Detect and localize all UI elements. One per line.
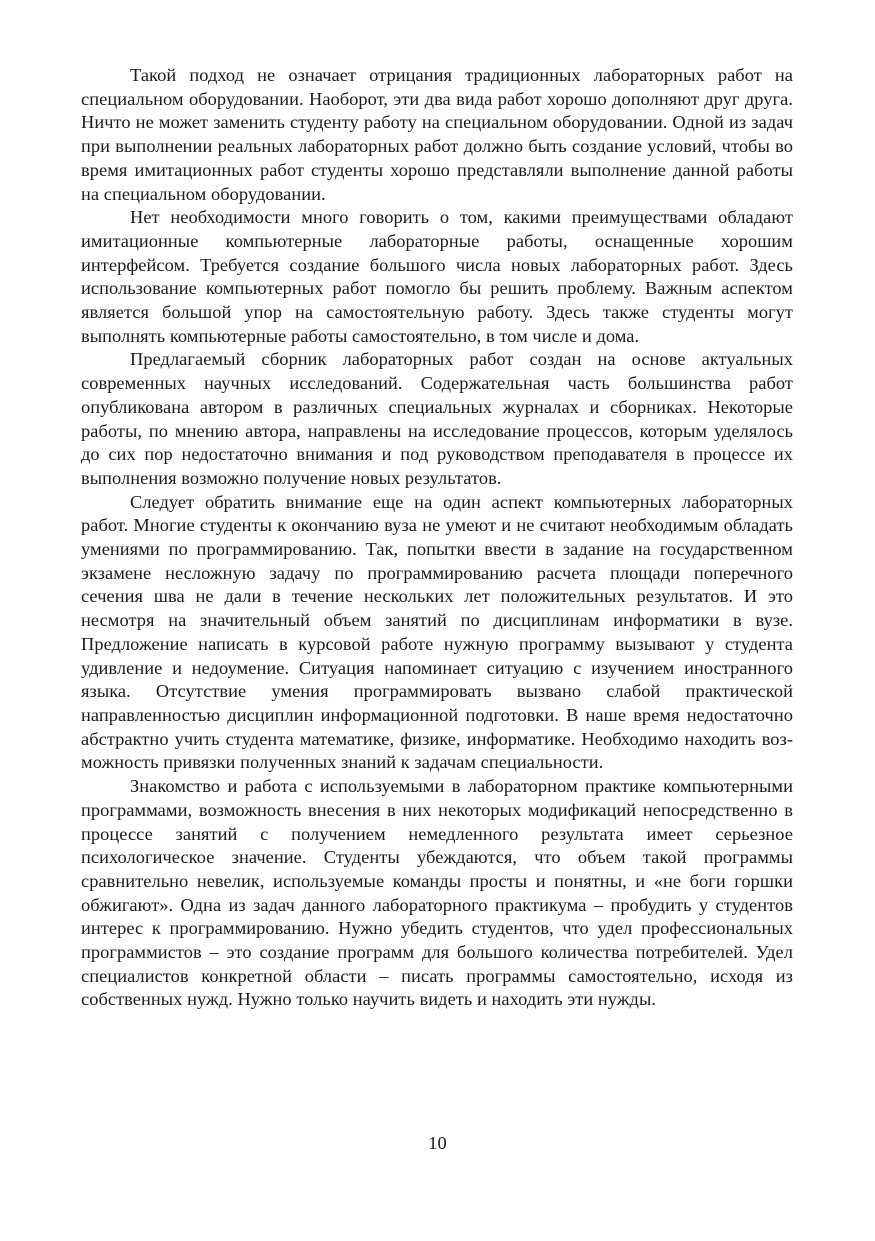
- page-number: 10: [428, 1133, 447, 1153]
- paragraph-2: Нет необходимости много говорить о том, какими преимуществами обладают имитационные компьютерные лабораторные работы, оснащенные хорошим интерфейсом. Требуется создание большого числа новых лабораторных работ. Здесь использование компьютерных работ помогло бы решить проблему. Важным аспектом является большой упор на самостоятельную работу. Здесь также студенты могут выполнять компьютерные работы самостоятельно, в том числе и дома.: [81, 207, 793, 346]
- paragraph-4: Следует обратить внимание еще на один аспект компьютерных лабораторных работ. Многие студенты к окончанию вуза не умеют и не считают необходимым обладать умениями по программированию. Так, попытки ввести в задание на государственном экзамене несложную задачу по программированию расчета площади поперечного сечения шва не дали в течение нескольких лет положительных результатов. И это несмотря на значительный объем занятий по дисциплинам информатики в вузе. Предложение написать в курсовой работе нужную программу вызывают у студента удивление и недоумение. Ситуация напоминает ситуацию с изучением иностранного языка. Отсутствие умения программировать вызвано слабой практической направленностью дисциплин информационной подготовки. В наше время недостаточно абстрактно учить студента математике, физике, информатике. Необходимо находить возможность привязки полученных знаний к задачам специальности.: [81, 491, 793, 773]
- page-body: [81, 64, 793, 1012]
- paragraph-5: Знакомство и работа с используемыми в лабораторном практике компьютерными программами, возможность внесения в них некоторых модификаций непосредственно в процессе занятий с получением немедленного результата имеет серьезное психологическое значение. Студенты убеждаются, что объем такой программы сравнительно невелик, используемые команды просты и понятны, и «не боги горшки обжигают». Одна из задач данного лабораторного практикума – пробудить у студентов интерес к программированию. Нужно убедить студентов, что удел профессиональных программистов – это создание программ для большого количества потребителей. Удел специалистов конкретной области – писать программы самостоятельно, исходя из собственных нужд. Нужно только научить видеть и находить эти нужды.: [81, 776, 793, 1010]
- paragraph-1: Такой подход не означает отрицания традиционных лабораторных работ на специальном оборудовании. Наоборот, эти два вида работ хорошо дополняют друг друга. Ничто не может заменить студенту работу на специальном оборудовании. Одной из задач при выполнении реальных лабораторных работ должно быть создание условий, чтобы во время имитационных работ студенты хорошо представляли выполнение данной работы на специальном оборудовании.: [81, 65, 793, 204]
- paragraph-3: Предлагаемый сборник лабораторных работ создан на основе актуальных современных научных исследований. Содержательная часть большинства работ опубликована автором в различных специальных журналах и сборниках. Некоторые работы, по мнению автора, направлены на исследование процессов, которым уделялось до сих пор недостаточно внимания и под руководством преподавателя в процессе их выполнения возможно получение новых результатов.: [81, 349, 793, 488]
